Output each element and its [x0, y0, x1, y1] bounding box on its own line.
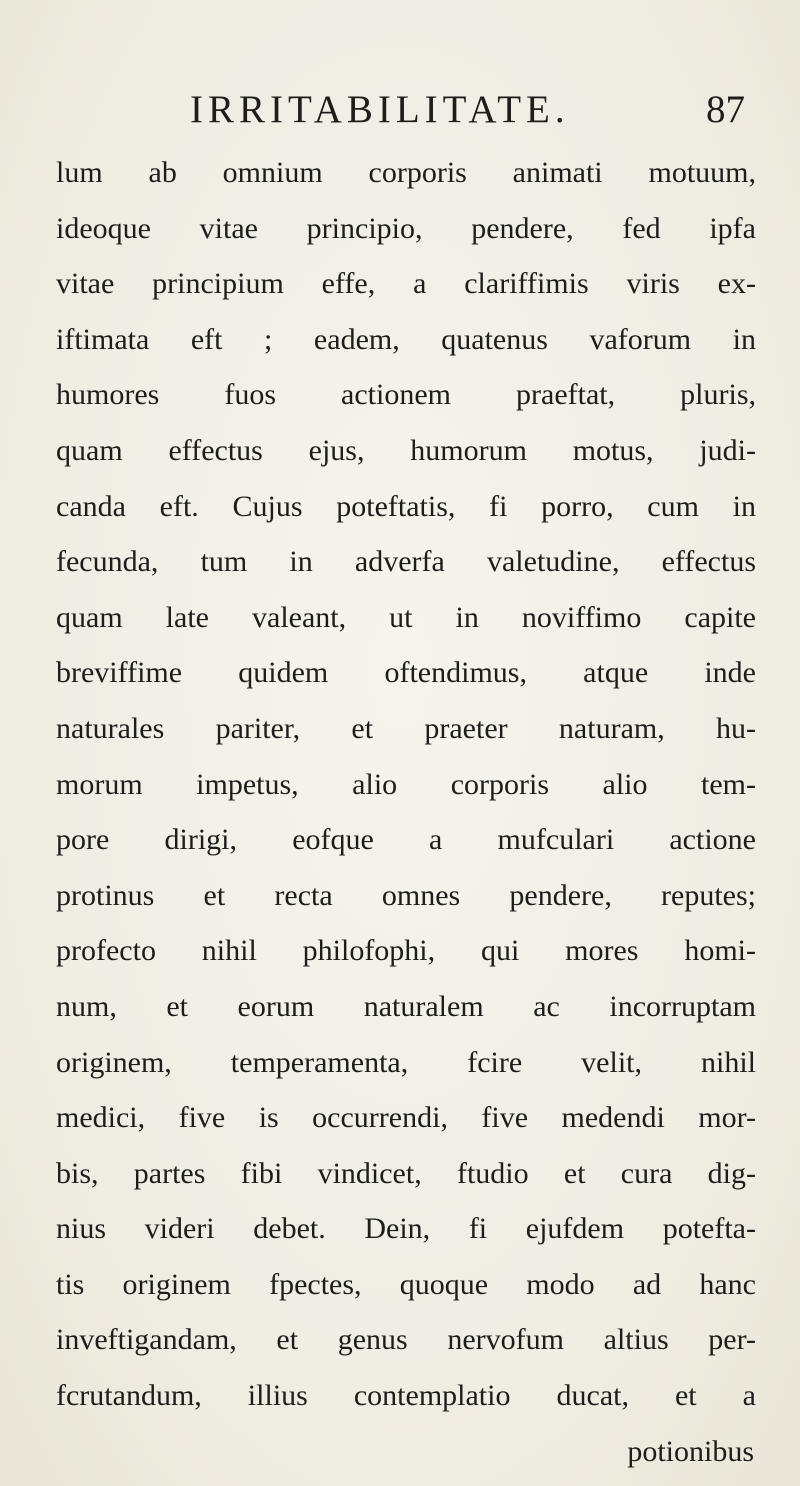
text-line: ideoque vitae principio, pendere, fed ipfa [56, 211, 756, 245]
catchword: potionibus [627, 1434, 754, 1468]
text-line: fcrutandum, illius contemplatio ducat, et a [56, 1379, 756, 1413]
text-line: breviffime quidem oftendimus, atque inde [56, 656, 756, 690]
text-line: humores fuos actionem praeftat, pluris, [56, 378, 756, 412]
text-line: naturales pariter, et praeter naturam, hu- [56, 711, 756, 745]
running-head-title: IRRITABILITATE. [190, 88, 570, 131]
running-head [0, 86, 800, 146]
text-line: originem, temperamenta, fcire velit, nihil [56, 1045, 756, 1079]
text-line: pore dirigi, eofque a mufculari actione [56, 823, 756, 857]
text-line: quam effectus ejus, humorum motus, judi- [56, 433, 756, 467]
body-text [56, 145, 756, 1479]
text-line: bis, partes fibi vindicet, ftudio et cura dig- [56, 1156, 756, 1190]
text-line: profecto nihil philofophi, qui mores homi- [56, 934, 756, 968]
text-line: fecunda, tum in adverfa valetudine, effectus [56, 545, 756, 579]
text-line: tis originem fpectes, quoque modo ad hanc [56, 1267, 756, 1301]
text-line: iftimata eft ; eadem, quatenus vaforum in [56, 322, 756, 356]
text-line: canda eft. Cujus poteftatis, fi porro, cum in [56, 489, 756, 523]
text-line: protinus et recta omnes pendere, reputes; [56, 878, 756, 912]
text-line: medici, five is occurrendi, five medendi mor- [56, 1101, 756, 1135]
page-number: 87 [706, 88, 745, 131]
text-line: inveftigandam, et genus nervofum altius per- [56, 1323, 756, 1357]
text-line: morum impetus, alio corporis alio tem- [56, 767, 756, 801]
text-line: lum ab omnium corporis animati motuum, [56, 156, 756, 189]
text-line: nius videri debet. Dein, fi ejufdem potefta- [56, 1212, 756, 1246]
catchword-row [56, 1424, 756, 1480]
text-line: vitae principium effe, a clariffimis viris ex- [56, 267, 756, 301]
text-line: num, et eorum naturalem ac incorruptam [56, 989, 756, 1023]
text-line: quam late valeant, ut in noviffimo capite [56, 600, 756, 634]
